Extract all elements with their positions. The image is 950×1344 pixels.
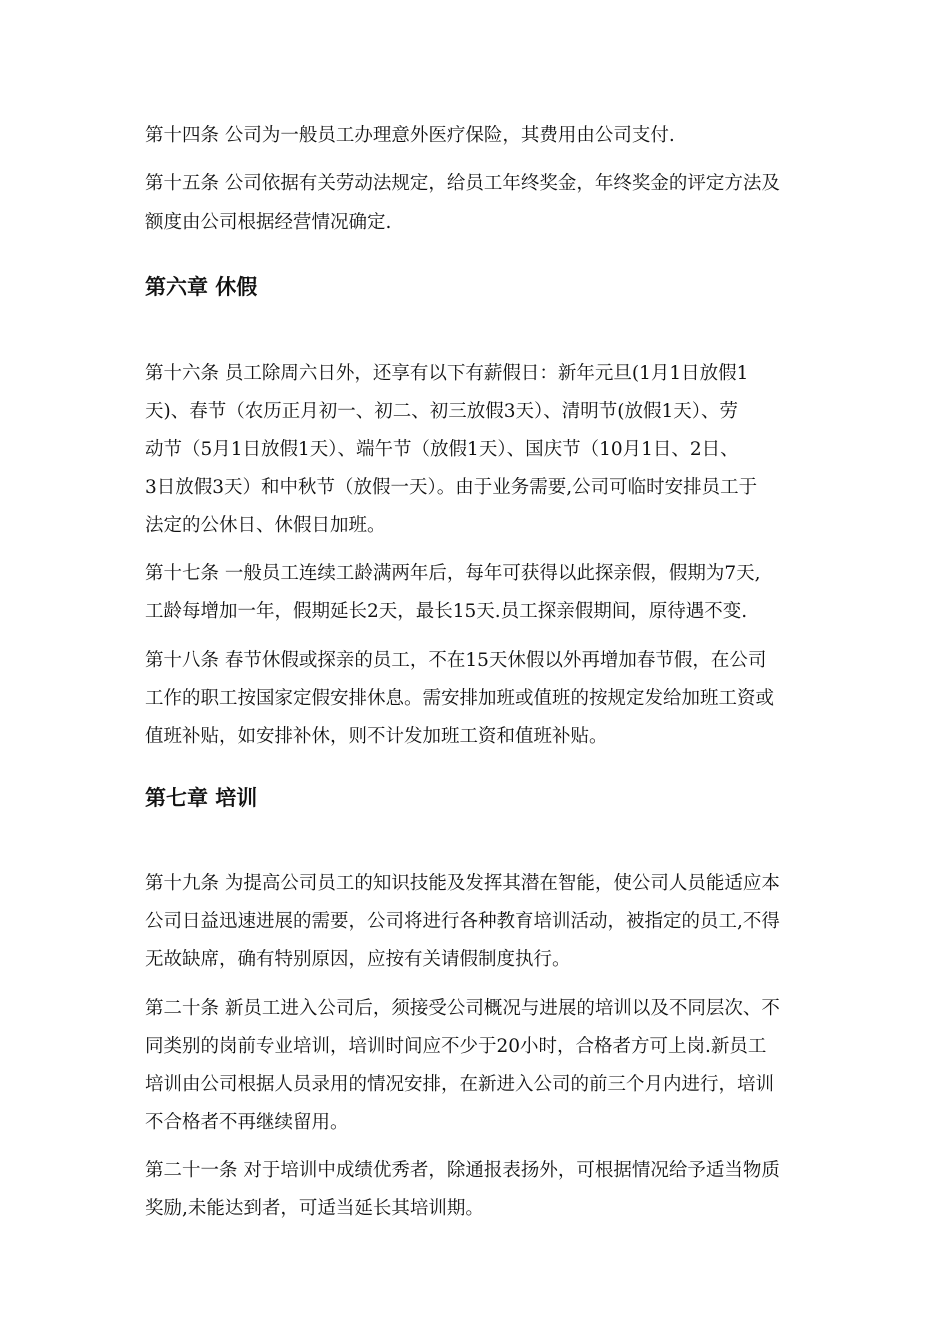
text-line: 第十五条 公司依据有关劳动法规定，给员工年终奖金，年终奖金的评定方法及: [145, 173, 780, 194]
text-line: 第十七条 一般员工连续工龄满两年后，每年可获得以此探亲假，假期为7天,: [145, 563, 761, 584]
text-line: 法定的公休日、休假日加班。: [145, 515, 386, 536]
text-line: 第十八条 春节休假或探亲的员工，不在15天休假以外再增加春节假，在公司: [145, 650, 767, 671]
text-line: 同类别的岗前专业培训，培训时间应不少于20小时，合格者方可上岗.新员工: [145, 1036, 767, 1057]
text-line: 第二十一条 对于培训中成绩优秀者，除通报表扬外，可根据情况给予适当物质: [145, 1160, 780, 1181]
text-line: 第十四条 公司为一般员工办理意外医疗保险，其费用由公司支付.: [145, 125, 675, 146]
text-line: 第十九条 为提高公司员工的知识技能及发挥其潜在智能，使公司人员能适应本: [145, 873, 780, 894]
text-line: 天)、春节（农历正月初一、初二、初三放假3天）、清明节(放假1天）、劳: [145, 401, 738, 422]
text-line: 值班补贴，如安排补休，则不计发加班工资和值班补贴。: [145, 726, 608, 747]
chapter-heading: 第七章 培训: [145, 786, 258, 810]
text-line: 动节（5月1日放假1天）、端午节（放假1天）、国庆节（10月1日、2日、: [145, 439, 739, 460]
text-line: 3日放假3天）和中秋节（放假一天）。由于业务需要,公司可临时安排员工于: [145, 477, 758, 498]
text-line: 公司日益迅速进展的需要，公司将进行各种教育培训活动，被指定的员工,不得: [145, 911, 780, 932]
text-line: 工作的职工按国家定假安排休息。需安排加班或值班的按规定发给加班工资或: [145, 688, 775, 709]
text-line: 无故缺席，确有特别原因，应按有关请假制度执行。: [145, 949, 571, 970]
text-line: 不合格者不再继续留用。: [145, 1112, 349, 1133]
text-line: 第二十条 新员工进入公司后，须接受公司概况与进展的培训以及不同层次、不: [145, 998, 780, 1019]
text-line: 工龄每增加一年，假期延长2天，最长15天.员工探亲假期间，原待遇不变.: [145, 601, 748, 622]
text-line: 第十六条 员工除周六日外，还享有以下有薪假日：新年元旦(1月1日放假1: [145, 363, 749, 384]
text-line: 培训由公司根据人员录用的情况安排，在新进入公司的前三个月内进行，培训: [145, 1074, 775, 1095]
chapter-heading: 第六章 休假: [145, 275, 258, 299]
text-line: 奖励,未能达到者，可适当延长其培训期。: [145, 1198, 484, 1219]
text-line: 额度由公司根据经营情况确定.: [145, 212, 392, 233]
